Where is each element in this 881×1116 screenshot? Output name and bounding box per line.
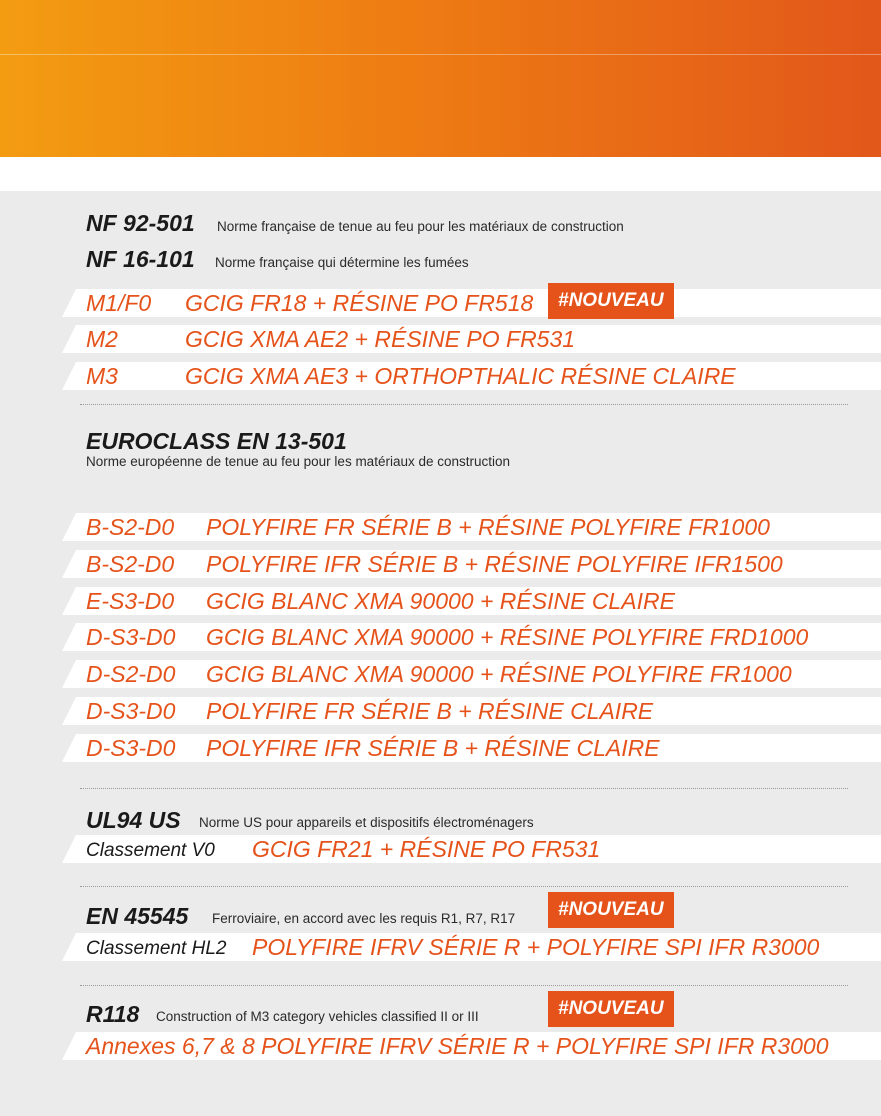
euroclass-row-code: B-S2-D0: [86, 551, 175, 577]
euroclass-row-text: POLYFIRE IFR SÉRIE B + RÉSINE POLYFIRE IFR1500: [206, 551, 783, 577]
r118-row-text: Annexes 6,7 & 8 POLYFIRE IFRV SÉRIE R + POLYFIRE SPI IFR R3000: [86, 1033, 829, 1059]
euroclass-row-text: POLYFIRE IFR SÉRIE B + RÉSINE CLAIRE: [206, 735, 660, 761]
r118-description: Construction of M3 category vehicles classified II or III: [156, 1009, 479, 1024]
section-divider: [80, 886, 848, 887]
nf-92-501-title: NF 92-501: [86, 210, 195, 236]
banner-divider: [0, 54, 881, 55]
nf-92-501-description: Norme française de tenue au feu pour les matériaux de construction: [217, 219, 624, 234]
en45545-description: Ferroviaire, en accord avec les requis R1, R7, R17: [212, 911, 516, 926]
euroclass-row-code: D-S3-D0: [86, 735, 176, 761]
euroclass-row-text: GCIG BLANC XMA 90000 + RÉSINE POLYFIRE FR1000: [206, 661, 792, 687]
euroclass-row-text: POLYFIRE FR SÉRIE B + RÉSINE CLAIRE: [206, 698, 654, 724]
euroclass-row-text: POLYFIRE FR SÉRIE B + RÉSINE POLYFIRE FR1000: [206, 514, 770, 540]
r118-title: R118: [86, 1001, 140, 1027]
section-divider: [80, 985, 848, 986]
nouveau-badge: #NOUVEAU: [548, 991, 674, 1027]
nf-16-101-title: NF 16-101: [86, 246, 195, 272]
nouveau-badge: #NOUVEAU: [548, 892, 674, 928]
nf-16-101-description: Norme française qui détermine les fumées: [215, 255, 469, 270]
banner-gap: [0, 157, 881, 191]
ul94-row-text: GCIG FR21 + RÉSINE PO FR531: [252, 836, 601, 862]
euroclass-row-code: B-S2-D0: [86, 514, 175, 540]
euroclass-row-text: GCIG BLANC XMA 90000 + RÉSINE CLAIRE: [206, 588, 675, 614]
euroclass-row-code: D-S3-D0: [86, 624, 176, 650]
header-banner: [0, 0, 881, 157]
ul94-title: UL94 US: [86, 807, 181, 833]
euroclass-title: EUROCLASS EN 13-501: [86, 428, 347, 454]
en45545-row-text: POLYFIRE IFRV SÉRIE R + POLYFIRE SPI IFR R3000: [252, 934, 820, 960]
euroclass-description: Norme européenne de tenue au feu pour les matériaux de construction: [86, 454, 511, 469]
en45545-title: EN 45545: [86, 903, 189, 929]
euroclass-row-code: D-S3-D0: [86, 698, 176, 724]
nf-row-code: M2: [86, 326, 118, 352]
nf-row-code: M1/F0: [86, 290, 152, 316]
nf-row-text: GCIG FR18 + RÉSINE PO FR518: [185, 290, 534, 316]
nf-row-text: GCIG XMA AE3 + ORTHOPTHALIC RÉSINE CLAIRE: [185, 363, 736, 389]
section-divider: [80, 788, 848, 789]
nouveau-badge: #NOUVEAU: [548, 283, 674, 319]
ul94-classification-label: Classement V0: [86, 840, 215, 861]
section-divider: [80, 404, 848, 405]
euroclass-row-code: D-S2-D0: [86, 661, 176, 687]
en45545-classification-label: Classement HL2: [86, 938, 227, 959]
nf-row-text: GCIG XMA AE2 + RÉSINE PO FR531: [185, 326, 576, 352]
ul94-description: Norme US pour appareils et dispositifs électroménagers: [199, 815, 534, 830]
nf-row-code: M3: [86, 363, 118, 389]
euroclass-row-text: GCIG BLANC XMA 90000 + RÉSINE POLYFIRE FRD1000: [206, 624, 809, 650]
euroclass-row-code: E-S3-D0: [86, 588, 175, 614]
